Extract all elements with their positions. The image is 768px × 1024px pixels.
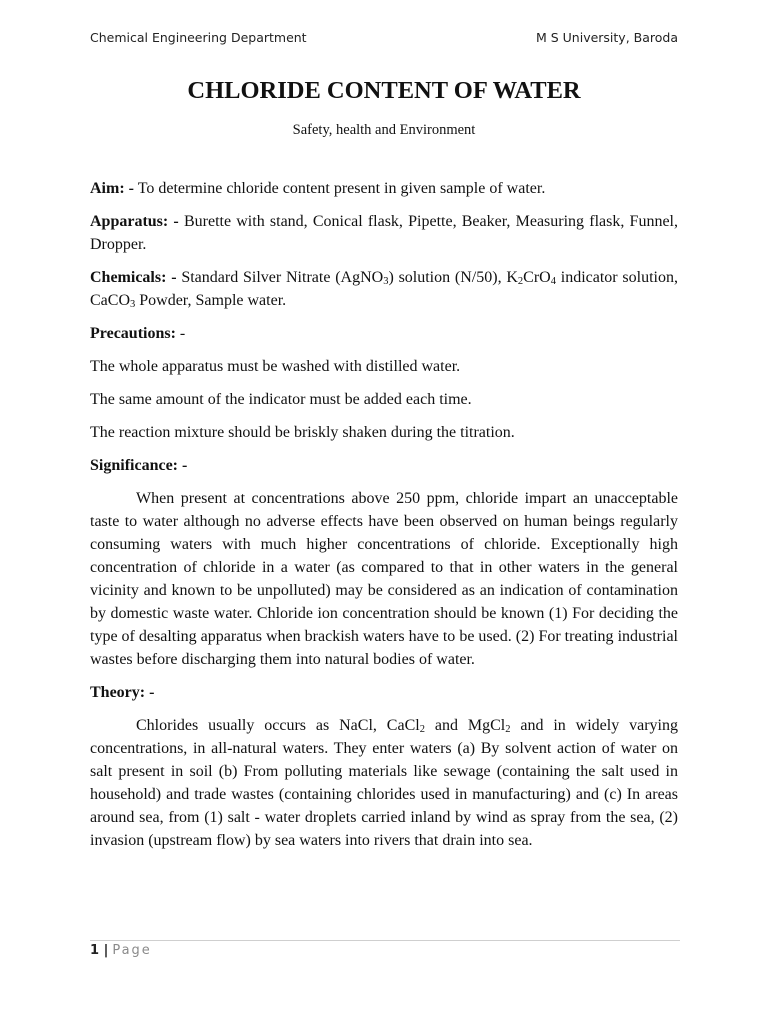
subscript: 4 xyxy=(550,276,556,287)
chemicals-text: ) solution (N/50), K xyxy=(388,269,518,286)
page-separator: | xyxy=(99,943,109,958)
aim-label: Aim: - xyxy=(90,180,134,197)
chemicals-text: indicator solution, CaCO xyxy=(90,269,678,309)
significance-paragraph: When present at concentrations above 250 ppm, chloride impart an unacceptable taste to water although no adverse effects have been observed on human beings regularly consuming waters with much higher concentrations of chloride. Exceptionally high concentration of chloride in a water (as compared to that in other waters in the general vicinity and known to be unpolluted) may be considered as an indication of contamination by domestic waste water. Chloride ion concentration should be known (1) For deciding the type of desalting apparatus when brackish waters have to be used. (2) For treating industrial wastes before discharging them into natural bodies of water. xyxy=(90,490,678,668)
chemicals-paragraph xyxy=(90,266,678,312)
theory-paragraph xyxy=(90,714,678,852)
document-title: CHLORIDE CONTENT OF WATER xyxy=(187,77,581,104)
precaution-item: The same amount of the indicator must be added each time. xyxy=(90,391,472,408)
chemicals-text: Powder, Sample water. xyxy=(135,292,287,309)
document-body xyxy=(90,72,678,852)
precautions-heading xyxy=(90,322,678,345)
theory-text: and in widely varying concentrations, in all-natural waters. They enter waters (a) By solvent action of water on salt present in soil (b) From polluting materials like sewage (containing the salt used in household) and trade wastes (containing chlorides used in manufacturing) and (c) In areas around sea, from (1) salt - water droplets carried inland by wind as spray from the sea, (2) invasion (upstream flow) by sea waters into rivers that drain into sea. xyxy=(90,717,679,849)
page-number: 1 xyxy=(90,943,100,958)
document-subtitle: Safety, health and Environment xyxy=(292,122,476,138)
chemicals-label: Chemicals: - xyxy=(90,269,177,286)
aim-paragraph xyxy=(90,177,678,200)
subscript: 2 xyxy=(419,724,425,735)
subscript: 2 xyxy=(517,276,524,287)
significance-heading: Significance: - xyxy=(90,457,188,474)
apparatus-text: Burette with stand, Conical flask, Pipette, Beaker, Measuring flask, Funnel, Dropper. xyxy=(90,213,678,253)
chemicals-text: Standard Silver Nitrate (AgNO xyxy=(176,269,384,286)
theory-text: and MgCl xyxy=(424,717,506,734)
page-footer xyxy=(90,943,152,958)
chemicals-text: CrO xyxy=(523,269,551,286)
page-word: Page xyxy=(112,943,152,958)
precaution-item: The reaction mixture should be briskly shaken during the titration. xyxy=(90,424,515,441)
subscript: 2 xyxy=(505,724,511,735)
footer-divider xyxy=(90,940,680,941)
header-university: M S University, Baroda xyxy=(535,30,678,45)
subscript: 3 xyxy=(130,299,136,310)
apparatus-label: Apparatus: - xyxy=(90,213,179,230)
aim-text: To determine chloride content present in given sample of water. xyxy=(133,180,546,197)
header-department: Chemical Engineering Department xyxy=(90,30,307,45)
theory-text: Chlorides usually occurs as NaCl, CaCl xyxy=(136,717,420,734)
theory-heading: Theory: - xyxy=(90,684,155,701)
precautions-dash: - xyxy=(175,325,186,342)
apparatus-paragraph xyxy=(90,210,678,256)
precautions-label: Precautions: xyxy=(90,325,176,342)
subscript: 3 xyxy=(383,276,389,287)
precaution-item: The whole apparatus must be washed with distilled water. xyxy=(90,358,461,375)
